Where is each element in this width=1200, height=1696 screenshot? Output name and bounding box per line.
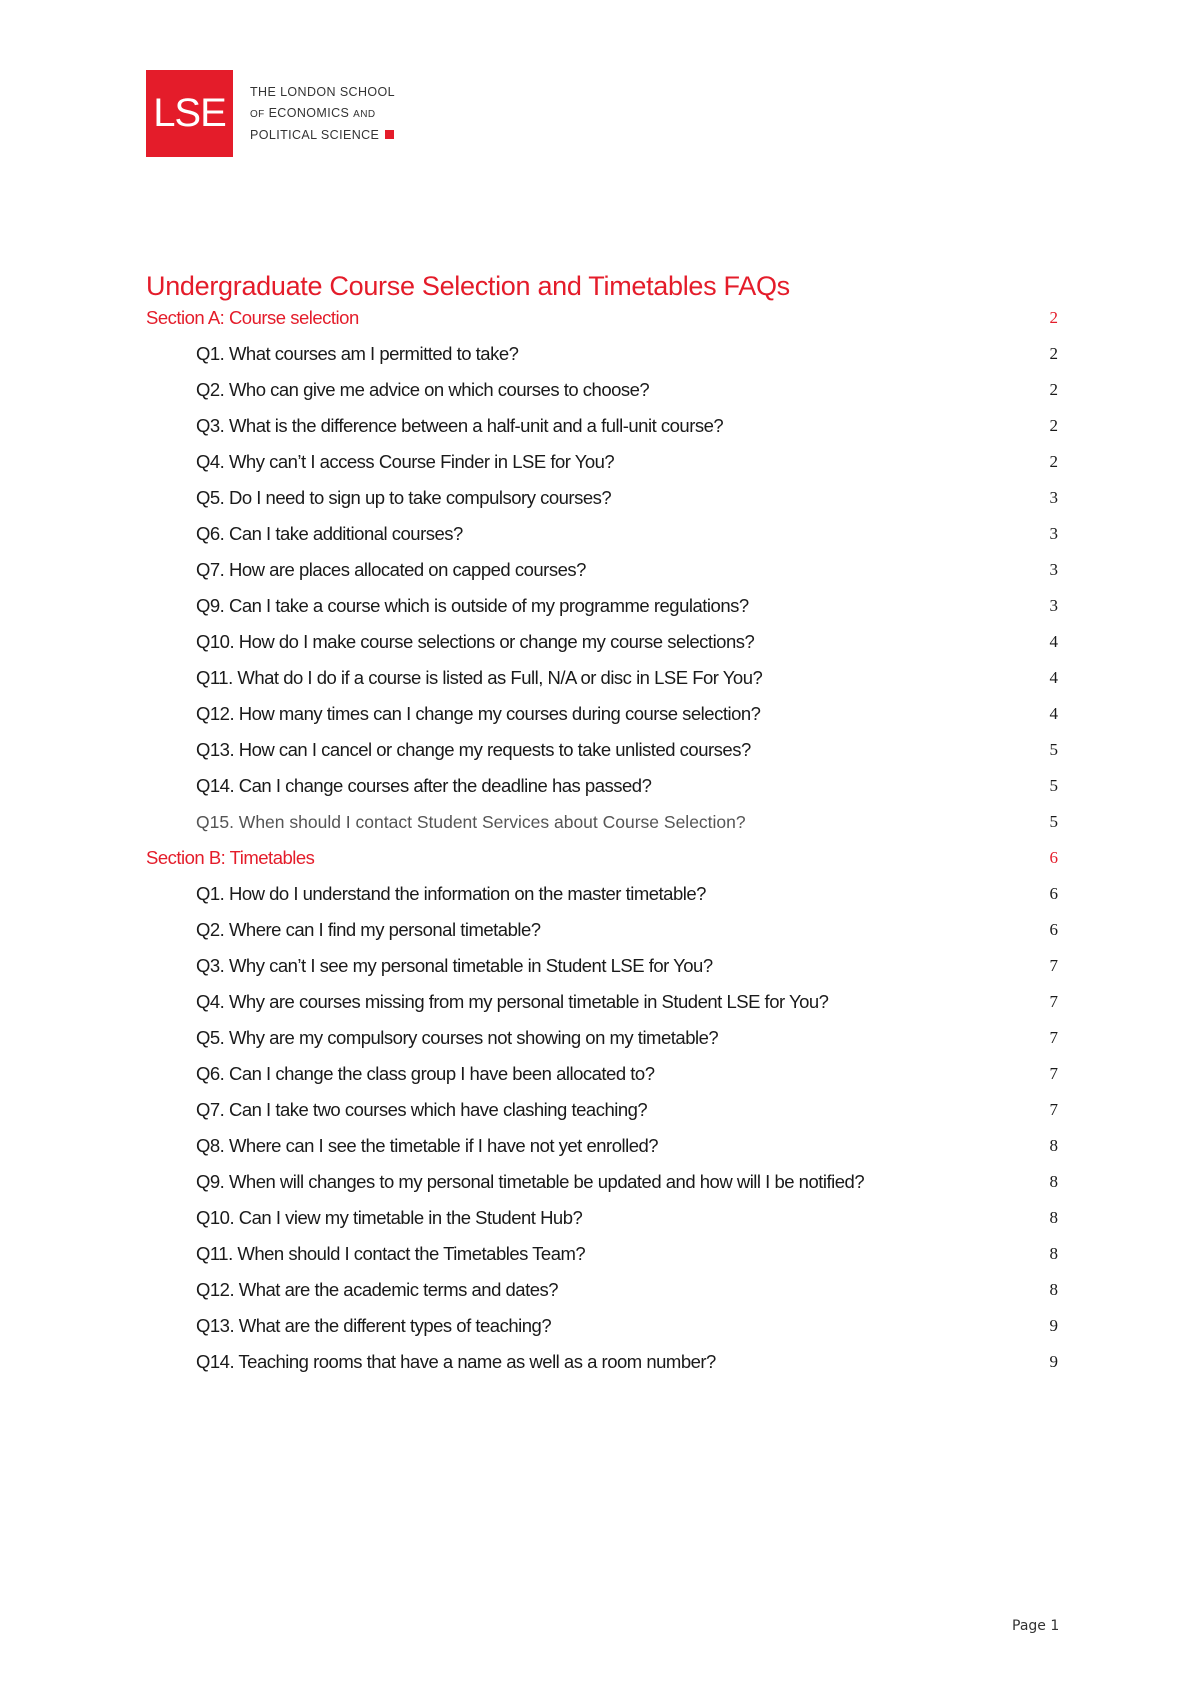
toc-item-page: 6 [1049,884,1058,903]
toc-item-page: 7 [1049,1100,1058,1119]
toc-item-label: Q9. When will changes to my personal timetable be updated and how will I be notified? [196,1171,865,1192]
toc-item-page: 9 [1049,1316,1058,1335]
toc-item-label: Q4. Why can’t I access Course Finder in LSE for You? [196,451,615,472]
toc-section-label: Section A: Course selection [146,307,359,328]
toc-section-link[interactable] [0,304,1200,332]
toc-item-label: Q11. When should I contact the Timetables Team? [196,1243,586,1264]
toc-item-link[interactable] [0,376,1200,404]
toc-item-link[interactable] [0,448,1200,476]
toc-item-page: 5 [1049,776,1058,795]
toc-item-link[interactable] [0,1276,1200,1304]
toc-item-link[interactable] [0,988,1200,1016]
toc-item-page: 7 [1049,1028,1058,1047]
toc-item-link[interactable] [0,808,1200,836]
toc-item-label: Q14. Teaching rooms that have a name as well as a room number? [196,1351,716,1372]
page-number: Page 1 [1012,1618,1060,1634]
logo-line-3-text: POLITICAL SCIENCE [250,127,380,142]
toc-item-label: Q10. How do I make course selections or change my course selections? [196,631,755,652]
toc-item-label: Q7. How are places allocated on capped courses? [196,559,586,580]
toc-item-label: Q6. Can I take additional courses? [196,523,463,544]
toc-item-link[interactable] [0,700,1200,728]
logo-line-2-of: OF [250,108,265,120]
toc-item-page: 8 [1049,1244,1058,1263]
toc-item-page: 2 [1049,344,1058,363]
toc-item-link[interactable] [0,1096,1200,1124]
toc-item-label: Q9. Can I take a course which is outside of my programme regulations? [196,595,749,616]
toc-item-page: 8 [1049,1280,1058,1299]
toc-item-label: Q13. How can I cancel or change my requests to take unlisted courses? [196,739,751,760]
toc-item-link[interactable] [0,484,1200,512]
toc-item-link[interactable] [0,952,1200,980]
toc-item-page: 3 [1049,524,1058,543]
toc-item-label: Q2. Where can I find my personal timetable? [196,919,541,940]
toc-item-link[interactable] [0,628,1200,656]
toc-item-page: 4 [1049,704,1058,723]
toc-item-page: 7 [1049,1064,1058,1083]
toc-item-label: Q12. How many times can I change my courses during course selection? [196,703,761,724]
toc-item-label: Q3. What is the difference between a half-unit and a full-unit course? [196,415,724,436]
toc-item-page: 3 [1049,596,1058,615]
toc-item-label: Q3. Why can’t I see my personal timetable in Student LSE for You? [196,955,713,976]
toc-item-page: 2 [1049,380,1058,399]
document-title: Undergraduate Course Selection and Timetables FAQs [146,271,790,301]
toc-item-page: 9 [1049,1352,1058,1371]
toc-item-page: 5 [1049,812,1058,831]
toc-item-label: Q5. Do I need to sign up to take compulsory courses? [196,487,612,508]
toc-item-label: Q6. Can I change the class group I have been allocated to? [196,1063,655,1084]
toc-item-link[interactable] [0,1168,1200,1196]
toc-item-link[interactable] [0,880,1200,908]
toc-item-label: Q4. Why are courses missing from my personal timetable in Student LSE for You? [196,991,829,1012]
toc-item-link[interactable] [0,772,1200,800]
toc-item-label: Q15. When should I contact Student Services about Course Selection? [196,812,746,832]
toc-item-page: 8 [1049,1172,1058,1191]
toc-item-link[interactable] [0,1024,1200,1052]
toc-item-link[interactable] [0,1240,1200,1268]
toc-item-page: 5 [1049,740,1058,759]
toc-section-link[interactable] [0,844,1200,872]
toc-item-label: Q10. Can I view my timetable in the Student Hub? [196,1207,583,1228]
toc-item-label: Q5. Why are my compulsory courses not showing on my timetable? [196,1027,719,1048]
toc-item-page: 8 [1049,1208,1058,1227]
toc-item-page: 8 [1049,1136,1058,1155]
toc-item-page: 7 [1049,956,1058,975]
toc-item-page: 2 [1049,416,1058,435]
toc-item-link[interactable] [0,664,1200,692]
toc-item-link[interactable] [0,340,1200,368]
toc-item-link[interactable] [0,556,1200,584]
toc-section-page: 6 [1049,848,1058,867]
logo-line-1: THE LONDON SCHOOL [250,84,396,99]
toc-item-link[interactable] [0,412,1200,440]
toc-item-label: Q1. What courses am I permitted to take? [196,343,519,364]
toc-item-link[interactable] [0,520,1200,548]
toc-item-page: 4 [1049,668,1058,687]
logo-line-2-and: AND [353,108,376,120]
toc-item-link[interactable] [0,592,1200,620]
toc-item-page: 3 [1049,560,1058,579]
toc-item-page: 2 [1049,452,1058,471]
toc-item-page: 6 [1049,920,1058,939]
toc-item-link[interactable] [0,736,1200,764]
toc-item-label: Q14. Can I change courses after the deadline has passed? [196,775,652,796]
toc-item-link[interactable] [0,916,1200,944]
toc-item-label: Q12. What are the academic terms and dates? [196,1279,559,1300]
toc-item-link[interactable] [0,1348,1200,1376]
toc-item-link[interactable] [0,1060,1200,1088]
toc-section-label: Section B: Timetables [146,847,315,868]
logo-line-2-main: ECONOMICS [268,105,350,120]
toc-item-page: 7 [1049,992,1058,1011]
lse-logo-mark: LSE [146,70,233,157]
toc-item-label: Q8. Where can I see the timetable if I have not yet enrolled? [196,1135,659,1156]
toc-item-label: Q1. How do I understand the information on the master timetable? [196,883,706,904]
toc-item-page: 4 [1049,632,1058,651]
toc-item-link[interactable] [0,1132,1200,1160]
toc-item-page: 3 [1049,488,1058,507]
toc-item-label: Q7. Can I take two courses which have clashing teaching? [196,1099,648,1120]
toc-item-label: Q2. Who can give me advice on which courses to choose? [196,379,650,400]
toc-item-link[interactable] [0,1312,1200,1340]
toc-item-label: Q13. What are the different types of teaching? [196,1315,552,1336]
toc-item-link[interactable] [0,1204,1200,1232]
toc-section-page: 2 [1049,308,1058,327]
toc-item-label: Q11. What do I do if a course is listed as Full, N/A or disc in LSE For You? [196,667,763,688]
